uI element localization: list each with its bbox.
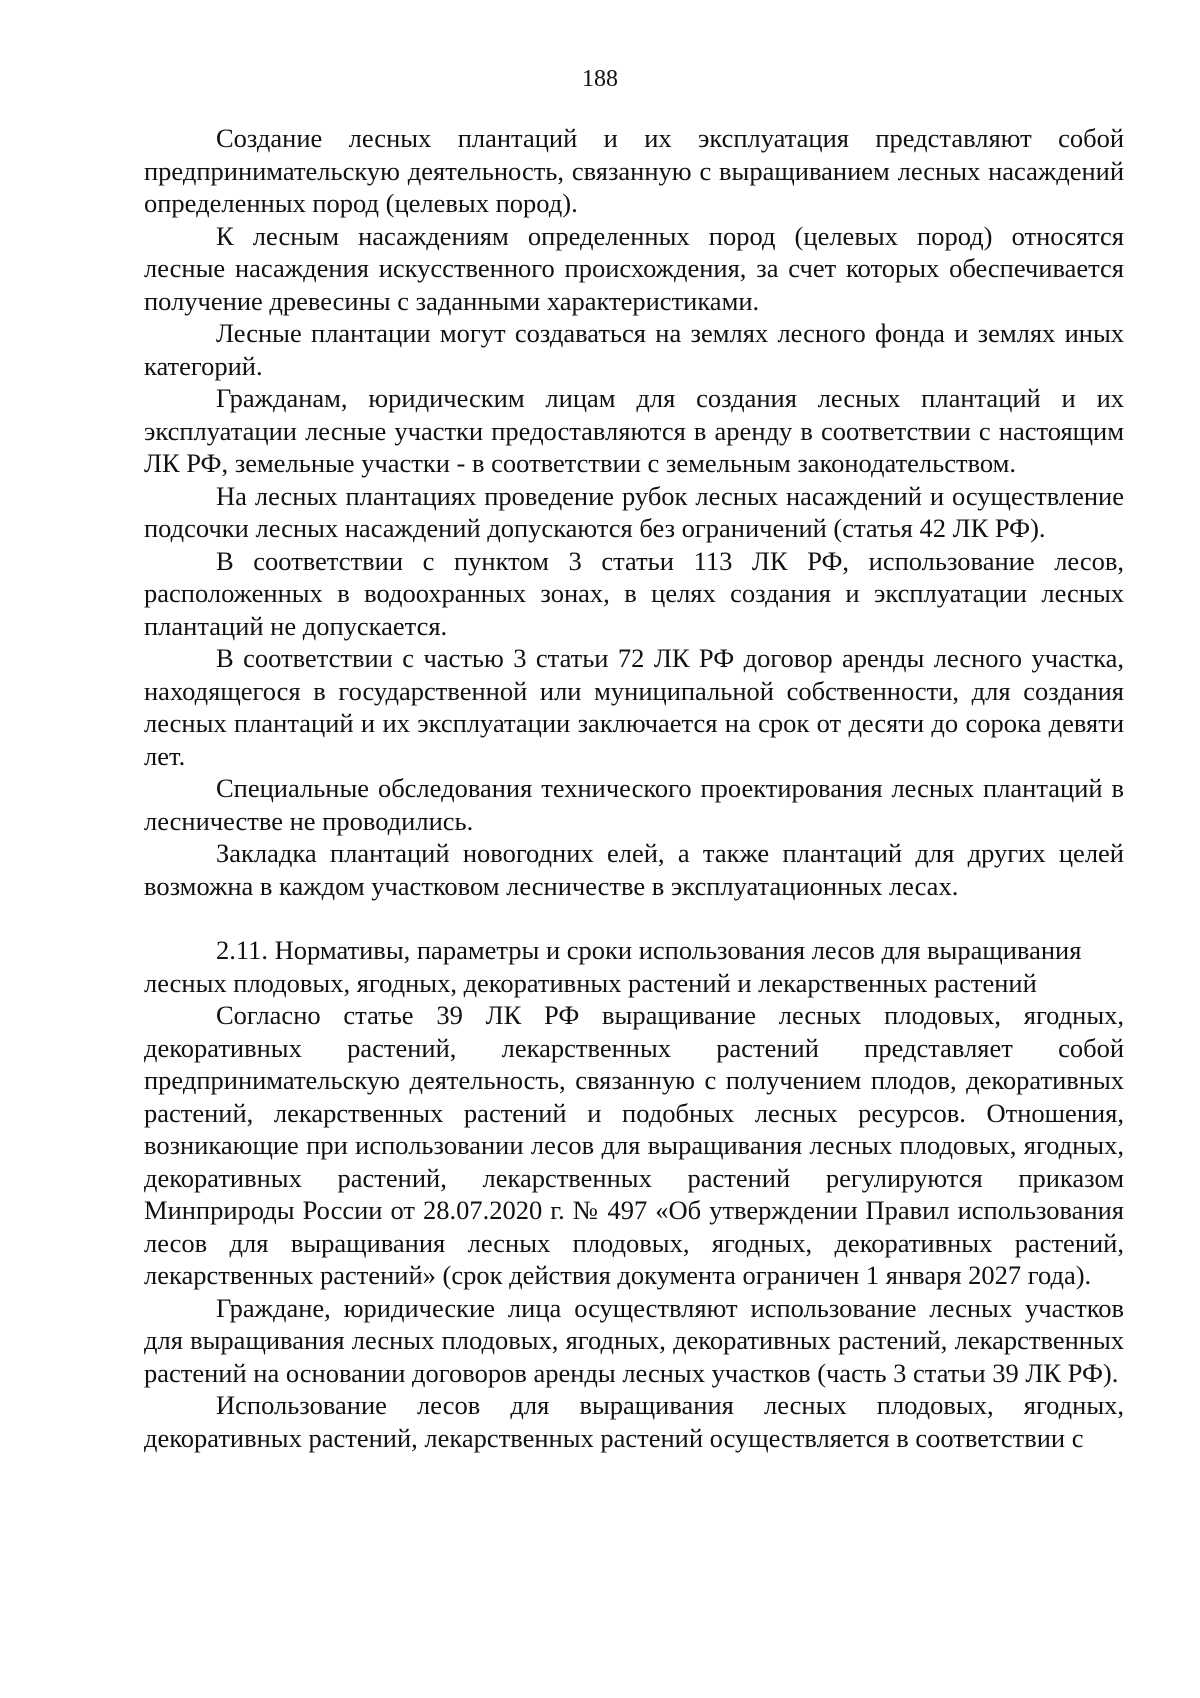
document-body [144, 122, 1124, 1454]
paragraph-article-39: Согласно статье 39 ЛК РФ выращивание лесных плодовых, ягодных, декоративных растений, лекарственных растений представляет собой предпринимательскую деятельность, связанную с получением плодов, декоративных растений, лекарственных растений и подобных лесных ресурсов. Отношения, возникающие при использовании лесов для выращивания лесных плодовых, ягодных, декоративных растений, лекарственных растений регулируются приказом Минприроды России от 28.07.2020 г. № 497 «Об утверждении Правил использования лесов для выращивания лесных плодовых, ягодных, декоративных растений, лекарственных растений» (срок действия документа ограничен 1 января 2027 года). [144, 1000, 1124, 1290]
paragraph-target-species: К лесным насаждениям определенных пород (целевых пород) относятся лесные насаждения искусственного происхождения, за счет которых обеспечивается получение древесины с заданными характеристиками. [144, 220, 1124, 316]
paragraph-lease-provision: Гражданам, юридическим лицам для создания лесных плантаций и их эксплуатации лесные участки предоставляются в аренду в соответствии с настоящим ЛК РФ, земельные участки - в соответствии с земельным законодательством. [144, 383, 1124, 478]
paragraph-plantation-lands: Лесные плантации могут создаваться на землях лесного фонда и землях иных категорий. [144, 318, 1124, 381]
paragraph-lease-agreements: Граждане, юридические лица осуществляют использование лесных участков для выращивания лесных плодовых, ягодных, декоративных растений, лекарственных растений на основании договоров аренды лесных участков (часть 3 статьи 39 ЛК РФ). [144, 1292, 1124, 1388]
section-heading-2-11: 2.11. Нормативы, параметры и сроки использования лесов для выращивания лесных плодовых, ягодных, декоративных растений и лекарственных растений [144, 935, 1082, 998]
paragraph-water-protection-zones: В соответствии с пунктом 3 статьи 113 ЛК РФ, использование лесов, расположенных в водоохранных зонах, в целях создания и эксплуатации лесных плантаций не допускается. [144, 545, 1124, 641]
paragraph-felling-tapping: На лесных плантациях проведение рубок лесных насаждений и осуществление подсочки лесных насаждений допускаются без ограничений (статья 42 ЛК РФ). [144, 480, 1124, 543]
paragraph-christmas-tree-plantations: Закладка плантаций новогодних елей, а также плантаций для других целей возможна в каждом участковом лесничестве в эксплуатационных лесах. [144, 838, 1124, 901]
paragraph-forest-use-cultivation: Использование лесов для выращивания лесных плодовых, ягодных, декоративных растений, лекарственных растений осуществляется в соответствии с [144, 1390, 1124, 1453]
paragraph-special-surveys: Специальные обследования технического проектирования лесных плантаций в лесничестве не проводились. [144, 773, 1124, 836]
paragraph-forest-plantations-business: Создание лесных плантаций и их эксплуатация представляют собой предпринимательскую деятельность, связанную с выращиванием лесных насаждений определенных пород (целевых пород). [144, 123, 1124, 218]
page-number: 188 [582, 66, 618, 92]
paragraph-lease-term: В соответствии с частью 3 статьи 72 ЛК РФ договор аренды лесного участка, находящегося в государственной или муниципальной собственности, для создания лесных плантаций и их эксплуатации заключается на срок от десяти до сорока девяти лет. [144, 643, 1124, 771]
